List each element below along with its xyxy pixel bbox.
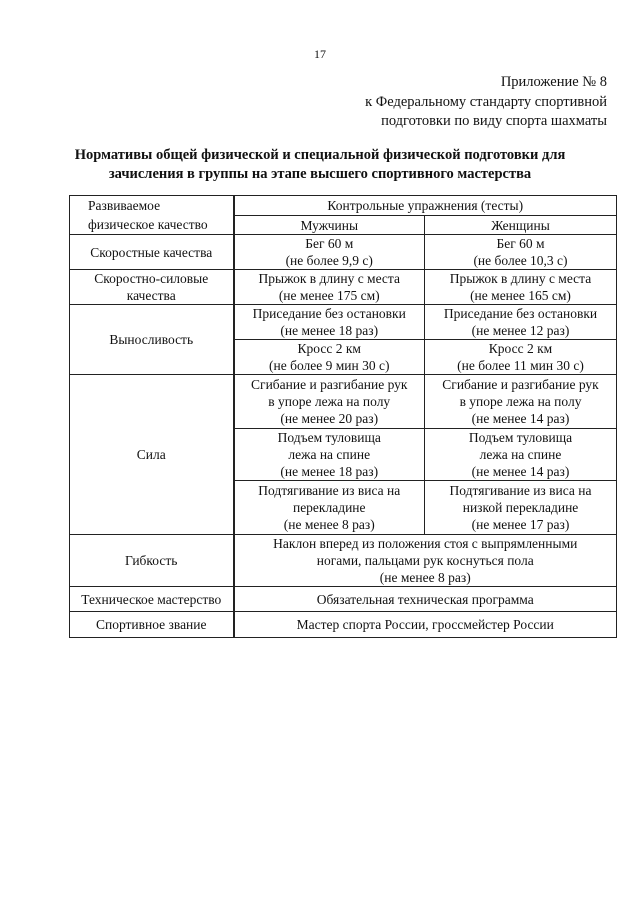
table-row [70, 587, 617, 612]
norm-line: Прыжок в длину с места [258, 271, 400, 286]
norm-cell-women [425, 340, 617, 375]
norm-line: Кросс 2 км [297, 341, 361, 356]
norm-line: (не менее 20 раз) [280, 411, 379, 426]
norm-line: (не менее 12 раз) [471, 323, 570, 338]
table-row [70, 305, 617, 340]
appendix-line: подготовки по виду спорта шахматы [381, 113, 607, 129]
header-men-cell: Мужчины [234, 216, 425, 235]
quality-cell: Скоростные качества [70, 235, 234, 270]
title-line: Нормативы общей физической и специальной физической подготовки для [74, 147, 566, 163]
table-header-row [70, 196, 617, 216]
header-women-cell: Женщины [425, 216, 617, 235]
norm-cell-common: Мастер спорта России, гроссмейстер России [234, 612, 617, 638]
quality-cell: Гибкость [70, 535, 234, 587]
norm-cell-men [234, 235, 425, 270]
norms-table [69, 195, 617, 638]
header-quality-line: Развиваемое [88, 198, 161, 213]
norm-line: Сгибание и разгибание рук [251, 377, 408, 392]
norm-line: Подтягивание из виса на [258, 483, 401, 498]
norm-cell-men [234, 270, 425, 305]
norm-cell-women [425, 429, 617, 481]
document-title [60, 146, 580, 184]
norm-line: (не менее 14 раз) [471, 411, 570, 426]
appendix-reference [365, 73, 607, 132]
title-line: зачисления в группы на этапе высшего спортивного мастерства [108, 166, 532, 182]
table-row [70, 375, 617, 429]
norm-line: Подтягивание из виса на [449, 483, 592, 498]
norm-line: (не более 9 мин 30 с) [269, 358, 390, 373]
norm-line: Приседание без остановки [443, 306, 598, 321]
norm-line: Сгибание и разгибание рук [442, 377, 599, 392]
quality-cell: Сила [70, 375, 234, 535]
norm-cell-women [425, 481, 617, 535]
norm-line: (не менее 14 раз) [471, 464, 570, 479]
norm-line: перекладине [292, 500, 366, 515]
norm-cell-women [425, 375, 617, 429]
norm-line: лежа на спине [479, 447, 562, 462]
norm-cell-men [234, 340, 425, 375]
norm-line: Подъем туловища [468, 430, 573, 445]
norm-line: (не более 10,3 с) [473, 253, 568, 268]
table-row [70, 270, 617, 305]
quality-cell [70, 270, 234, 305]
norm-line: Бег 60 м [496, 236, 545, 251]
appendix-line: Приложение № 8 [500, 74, 607, 90]
norm-line: Наклон вперед из положения стоя с выпрямленными [273, 536, 578, 551]
norm-line: Кросс 2 км [488, 341, 553, 356]
norm-line: (не менее 17 раз) [471, 517, 570, 532]
norm-line: низкой перекладине [462, 500, 579, 515]
quality-line: качества [126, 288, 176, 303]
norm-line: Подъем туловища [277, 430, 381, 445]
norm-cell-men [234, 481, 425, 535]
norm-line: ногами, пальцами рук коснуться пола [316, 553, 534, 568]
norm-cell-women [425, 235, 617, 270]
norm-line: (не менее 165 см) [470, 288, 571, 303]
appendix-line: к Федеральному стандарту спортивной [365, 93, 607, 110]
norm-line: (не менее 18 раз) [280, 464, 379, 479]
header-quality-cell [70, 196, 234, 235]
table-row [70, 235, 617, 270]
quality-cell: Спортивное звание [70, 612, 234, 638]
norm-cell-women [425, 305, 617, 340]
table-row [70, 535, 617, 587]
quality-line: Скоростно-силовые [94, 271, 209, 286]
norm-line: Прыжок в длину с места [449, 271, 592, 286]
quality-cell: Выносливость [70, 305, 234, 375]
norm-line: (не менее 18 раз) [280, 323, 379, 338]
norm-line: Приседание без остановки [252, 306, 406, 321]
norm-line: (не более 9,9 с) [285, 253, 373, 268]
header-quality-line: физическое качество [88, 217, 208, 232]
norm-line: в упоре лежа на полу [268, 394, 391, 409]
norm-cell-common: Обязательная техническая программа [234, 587, 617, 612]
table-row [70, 612, 617, 638]
norm-line: лежа на спине [288, 447, 371, 462]
norm-cell-men [234, 429, 425, 481]
norm-line: (не более 11 мин 30 с) [457, 358, 584, 373]
norm-cell-men [234, 305, 425, 340]
page-number: 17 [314, 47, 326, 61]
header-tests-cell: Контрольные упражнения (тесты) [234, 196, 617, 216]
norm-cell-men [234, 375, 425, 429]
norm-line: (не менее 8 раз) [379, 570, 471, 585]
norm-cell-women [425, 270, 617, 305]
norm-line: в упоре лежа на полу [459, 394, 582, 409]
norm-cell-common [234, 535, 617, 587]
quality-cell: Техническое мастерство [70, 587, 234, 612]
norm-line: (не менее 175 см) [278, 288, 380, 303]
norm-line: (не менее 8 раз) [283, 517, 375, 532]
norm-line: Бег 60 м [305, 236, 354, 251]
